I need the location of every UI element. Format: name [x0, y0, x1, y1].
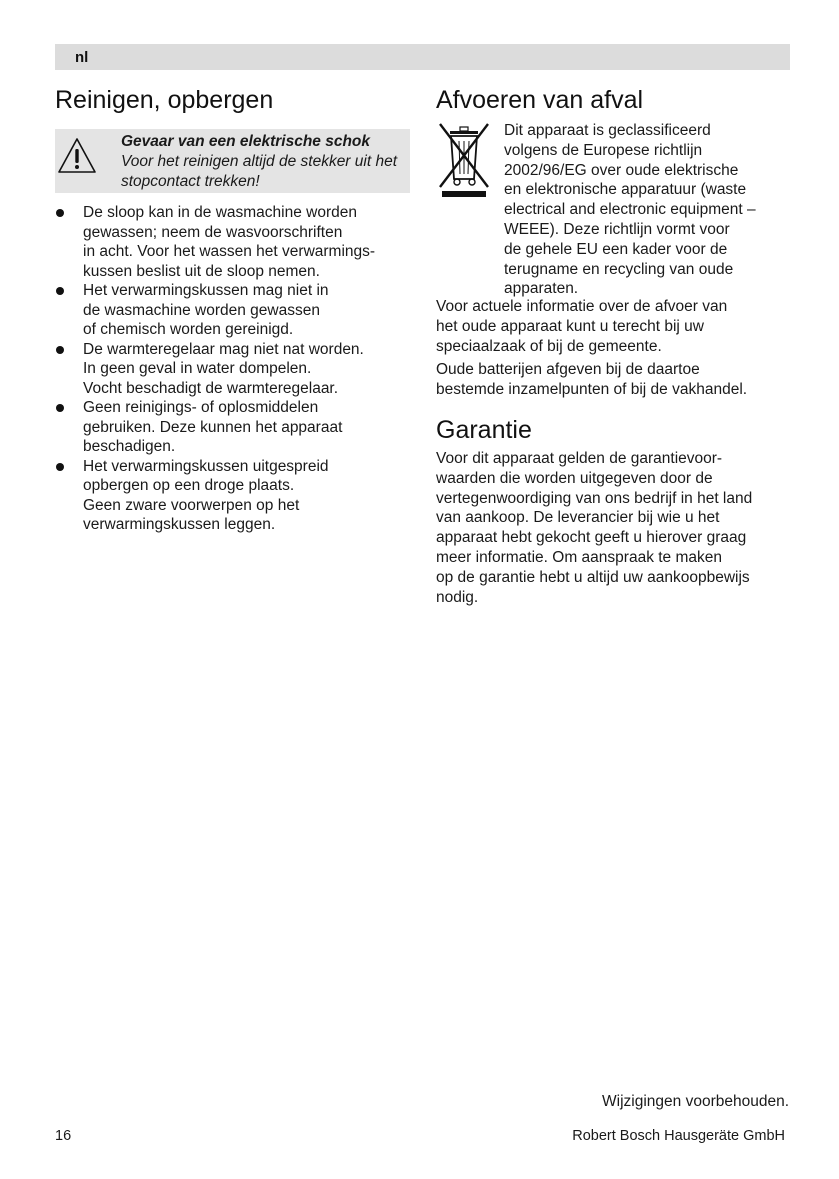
list-item-text: De sloop kan in de wasmachine worden gewassen; neem de wasvoorschriften in acht. Voor het wassen het verwarmings- kussen beslist uit de sloop nemen.: [83, 204, 376, 280]
bullet-icon: [56, 209, 64, 217]
footer-note: Wijzigingen voorbehouden.: [602, 1093, 789, 1110]
warning-title: Gevaar van een elektrische schok: [121, 133, 371, 150]
list-item: [55, 203, 410, 281]
disposal-paragraph: Voor actuele informatie over de afvoer van het oude apparaat kunt u terecht bij uw speciaalzaak of bij de gemeente.: [436, 298, 728, 355]
list-item-text: Geen reinigings- of oplosmiddelen gebruiken. Deze kunnen het apparaat beschadigen.: [83, 399, 343, 455]
warning-triangle-icon: [57, 137, 97, 175]
cleaning-list: [55, 203, 410, 535]
cleaning-title: Reinigen, opbergen: [55, 86, 274, 114]
list-item-text: Het verwarmingskussen uitgespreid opbergen op een droge plaats. Geen zware voorwerpen op het verwarmingskussen leggen.: [83, 457, 329, 533]
language-label: nl: [75, 49, 89, 66]
list-item: [55, 398, 410, 457]
weee-text: Dit apparaat is geclassificeerd volgens de Europese richtlijn 2002/96/EG over oude elektrische en elektronische apparatuur (waste electrical and electronic equipment – WEEE). Deze richtlijn vormt voor de gehele EU een kader voor de terugname en recycling van oude apparaten.: [504, 122, 756, 298]
bullet-icon: [56, 346, 64, 354]
bullet-icon: [56, 404, 64, 412]
page-number: 16: [55, 1128, 72, 1144]
warranty-paragraph: Voor dit apparaat gelden de garantievoor- waarden die worden uitgegeven door de vertegenwoordiging van ons bedrijf in het land van aankoop. De leverancier bij wie u het apparaat hebt gekocht geeft u hierover graag meer informatie. Om aanspraak te maken op de garantie hebt u altijd uw aankoopbewijs nodig.: [436, 449, 753, 606]
bullet-icon: [56, 463, 64, 471]
disposal-section: [436, 84, 792, 607]
warning-text: Voor het reinigen altijd de stekker uit het stopcontact trekken!: [121, 153, 398, 190]
disposal-title: Afvoeren van afval: [436, 86, 644, 114]
list-item: [55, 281, 410, 340]
warning-box: [55, 129, 410, 193]
language-bar: [55, 44, 790, 70]
list-item-text: Het verwarmingskussen mag niet in de wasmachine worden gewassen of chemisch worden gereinigd.: [83, 282, 329, 338]
warranty-title: Garantie: [436, 415, 532, 444]
list-item: [55, 457, 410, 535]
weee-block: [436, 121, 792, 297]
cleaning-section: [55, 84, 410, 535]
battery-paragraph: Oude batterijen afgeven bij de daartoe bestemde inzamelpunten of bij de vakhandel.: [436, 361, 748, 399]
company-name: Robert Bosch Hausgeräte GmbH: [572, 1128, 785, 1144]
crossed-out-bin-icon: [436, 121, 492, 199]
list-item-text: De warmteregelaar mag niet nat worden. In geen geval in water dompelen. Vocht beschadigt de warmteregelaar.: [83, 340, 364, 397]
bullet-icon: [56, 287, 64, 295]
list-item: [55, 340, 410, 399]
